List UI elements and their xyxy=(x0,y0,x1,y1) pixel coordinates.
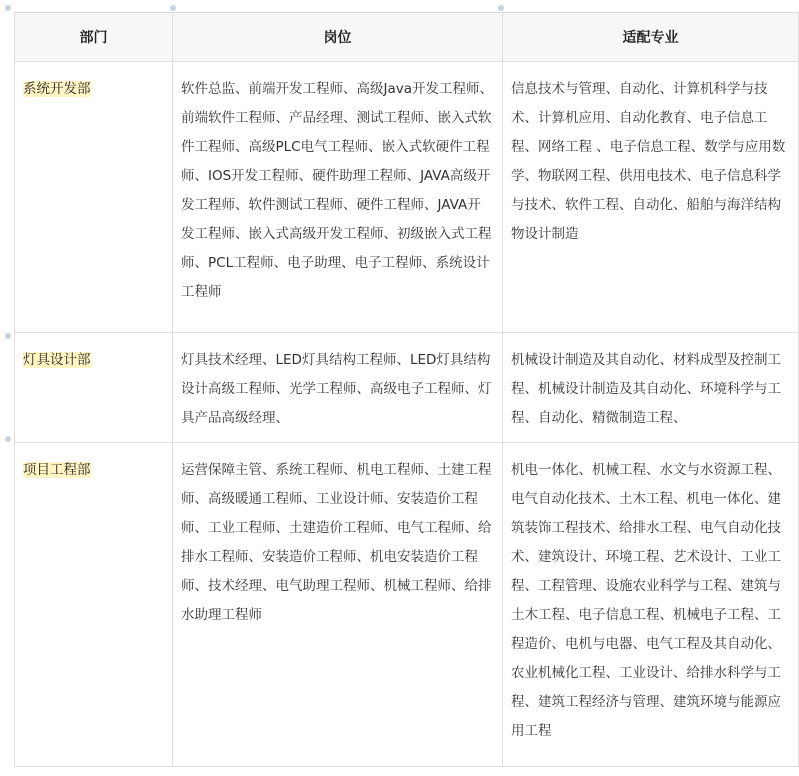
department-name: 系统开发部 xyxy=(23,81,91,97)
majors-cell[interactable]: 信息技术与管理、自动化、计算机科学与技术、计算机应用、自动化教育、电子信息工程、网络工程 、电子信息工程、数学与应用数学、物联网工程、供用电技术、电子信息科学与技术、软件工程、自动化、船舶与海洋结构物设计制造 xyxy=(503,62,799,333)
table-header-row xyxy=(15,13,799,62)
table-corner-handle[interactable] xyxy=(5,5,11,11)
department-cell[interactable] xyxy=(15,62,173,333)
column-resize-handle[interactable] xyxy=(498,5,504,11)
positions-cell[interactable]: 运营保障主管、系统工程师、机电工程师、土建工程师、高级暖通工程师、工业设计师、安装造价工程师、工业工程师、土建造价工程师、电气工程师、给排水工程师、安装造价工程师、机电安装造价工程师、技术经理、电气助理工程师、机械工程师、给排水助理工程师 xyxy=(173,443,503,767)
majors-cell[interactable]: 机械设计制造及其自动化、材料成型及控制工程、机械设计制造及其自动化、环境科学与工程、自动化、精微制造工程、 xyxy=(503,333,799,443)
table-row xyxy=(15,62,799,333)
positions-cell[interactable]: 软件总监、前端开发工程师、高级Java开发工程师、前端软件工程师、产品经理、测试工程师、嵌入式软件工程师、高级PLC电气工程师、嵌入式软硬件工程师、IOS开发工程师、硬件助理工程师、JAVA高级开发工程师、软件测试工程师、硬件工程师、JAVA开发工程师、嵌入式高级开发工程师、初级嵌入式工程师、PCL工程师、电子助理、电子工程师、系统设计工程师 xyxy=(173,62,503,333)
department-name: 项目工程部 xyxy=(23,462,91,478)
header-majors[interactable]: 适配专业 xyxy=(503,13,799,62)
row-resize-handle[interactable] xyxy=(5,333,11,339)
table-container xyxy=(14,12,798,767)
column-resize-handle[interactable] xyxy=(170,5,176,11)
majors-cell[interactable]: 机电一体化、机械工程、水文与水资源工程、电气自动化技术、土木工程、机电一体化、建筑装饰工程技术、给排水工程、电气自动化技术、建筑设计、环境工程、艺术设计、工业工程、工程管理、设施农业科学与工程、建筑与土木工程、电子信息工程、机械电子工程、工程造价、电机与电器、电气工程及其自动化、农业机械化工程、工业设计、给排水科学与工程、建筑工程经济与管理、建筑环境与能源应用工程 xyxy=(503,443,799,767)
table-row xyxy=(15,443,799,767)
header-department[interactable]: 部门 xyxy=(15,13,173,62)
table-row xyxy=(15,333,799,443)
row-resize-handle[interactable] xyxy=(5,436,11,442)
department-table xyxy=(14,12,799,767)
department-cell[interactable] xyxy=(15,333,173,443)
department-cell[interactable] xyxy=(15,443,173,767)
positions-cell[interactable]: 灯具技术经理、LED灯具结构工程师、LED灯具结构设计高级工程师、光学工程师、高级电子工程师、灯具产品高级经理、 xyxy=(173,333,503,443)
department-name: 灯具设计部 xyxy=(23,352,91,368)
header-positions[interactable]: 岗位 xyxy=(173,13,503,62)
